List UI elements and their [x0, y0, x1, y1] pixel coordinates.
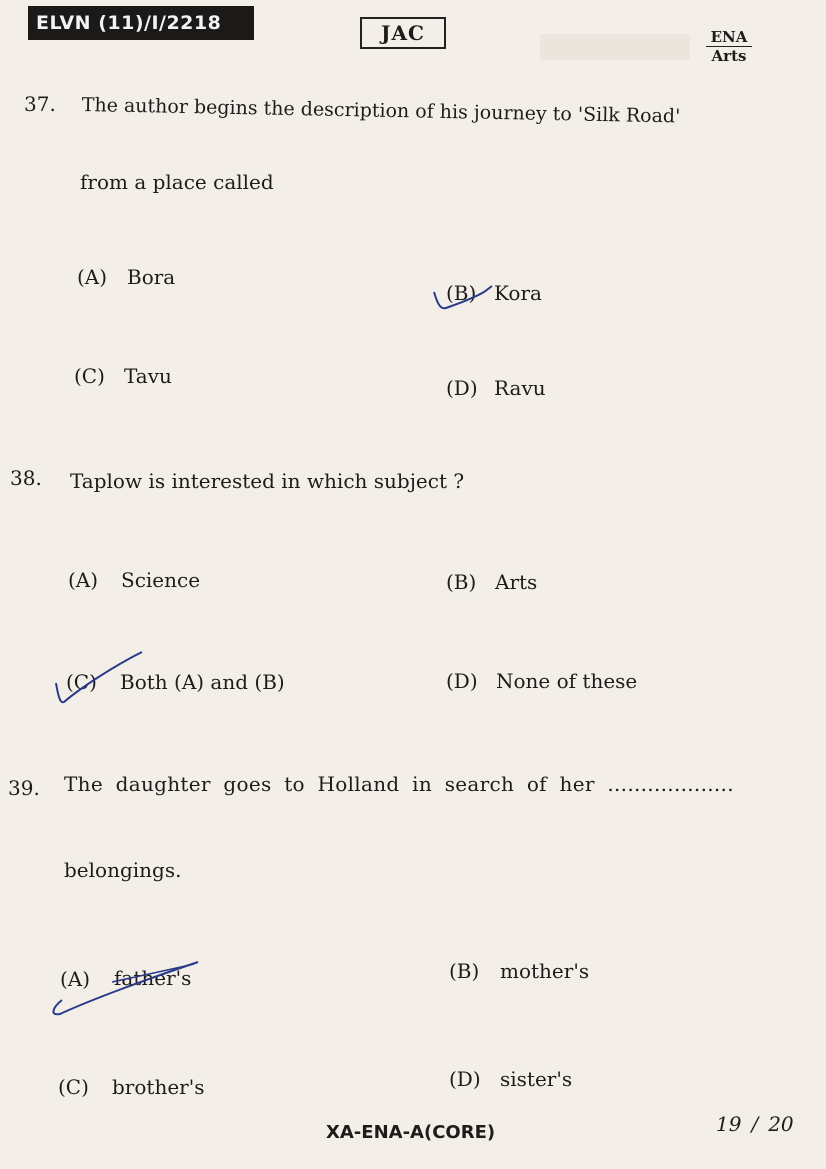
option-b-label: (B) — [449, 959, 480, 983]
option-c-label: (C) — [74, 364, 105, 388]
option-a-label: (A) — [77, 265, 108, 289]
question-text-continued: from a place called — [80, 170, 274, 194]
option-b-label: (B) — [446, 281, 477, 305]
option-c-text: Both (A) and (B) — [120, 670, 285, 694]
option-a-text: Bora — [127, 265, 176, 289]
footer-paper-code: XA-ENA-A(CORE) — [326, 1122, 496, 1143]
option-d-label: (D) — [446, 669, 478, 693]
subject-code-bottom: Arts — [711, 47, 747, 65]
option-b-text: Arts — [495, 570, 538, 594]
option-d-text: None of these — [496, 669, 638, 693]
option-b-label: (B) — [446, 570, 477, 594]
option-a-label: (A) — [60, 967, 91, 991]
tick-mark-q39 — [53, 962, 198, 1014]
option-c-label: (C) — [58, 1075, 89, 1099]
option-c-text: Tavu — [124, 364, 172, 388]
question-text-continued: belongings. — [64, 858, 182, 882]
option-d-text: sister's — [500, 1067, 573, 1091]
tick-mark-q37 — [434, 286, 492, 308]
option-b-text: Kora — [494, 281, 542, 305]
question-text: Taplow is interested in which subject ? — [70, 469, 465, 493]
strike-mark-q39 — [112, 964, 194, 982]
page-separator: / — [751, 1112, 759, 1136]
page-number — [716, 1112, 794, 1136]
question-text: The daughter goes to Holland in search of her ................... — [64, 772, 734, 796]
option-b-text: mother's — [500, 959, 590, 983]
question-text: The author begins the description of his journey to 'Silk Road' — [81, 94, 681, 128]
option-a-label: (A) — [68, 568, 99, 592]
question-number: 39. — [8, 776, 40, 800]
question-number: 38. — [10, 466, 42, 490]
page-current: 19 — [716, 1112, 742, 1136]
option-d-label: (D) — [449, 1067, 481, 1091]
subject-code-top: ENA — [706, 28, 752, 47]
paper-code-label: ELVN (11)/I/2218 — [28, 6, 254, 40]
board-name-box: JAC — [360, 17, 446, 49]
option-d-label: (D) — [446, 376, 478, 400]
option-c-label: (C) — [66, 670, 97, 694]
question-number: 37. — [24, 92, 56, 116]
tick-mark-q38 — [56, 652, 142, 702]
option-a-text: Science — [121, 568, 201, 592]
page-total: 20 — [768, 1112, 794, 1136]
option-c-text: brother's — [112, 1075, 205, 1099]
option-a-text: father's — [114, 966, 192, 990]
option-d-text: Ravu — [494, 376, 546, 400]
